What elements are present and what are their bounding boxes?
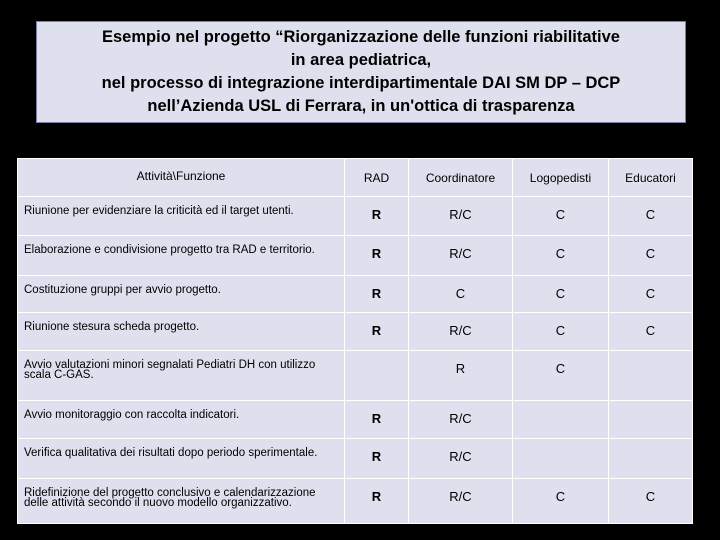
table-row xyxy=(18,276,693,313)
coordinatore-cell: R/C xyxy=(409,479,513,524)
header-educatori: Educatori xyxy=(609,159,693,197)
table-row xyxy=(18,197,693,236)
activity-cell: Costituzione gruppi per avvio progetto. xyxy=(18,276,345,313)
slide-title-box xyxy=(36,21,686,123)
rad-cell: R xyxy=(345,276,409,313)
table-row xyxy=(18,236,693,276)
title-line-3: nel processo di integrazione interdipartimentale DAI SM DP – DCP xyxy=(101,74,621,92)
table-row xyxy=(18,439,693,479)
logopedisti-cell: C xyxy=(513,236,609,276)
table-header-row xyxy=(18,159,693,197)
table-row xyxy=(18,479,693,524)
activity-cell: Avvio valutazioni minori segnalati Pediatri DH con utilizzo scala C-GAS. xyxy=(18,351,345,401)
title-line-2: in area pediatrica, xyxy=(290,51,432,69)
logopedisti-cell xyxy=(513,439,609,479)
logopedisti-cell: C xyxy=(513,313,609,351)
educatori-cell: C xyxy=(609,479,693,524)
rad-cell: R xyxy=(345,439,409,479)
activity-cell: Verifica qualitativa dei risultati dopo periodo sperimentale. xyxy=(18,439,345,479)
logopedisti-cell xyxy=(513,401,609,439)
activity-cell: Avvio monitoraggio con raccolta indicatori. xyxy=(18,401,345,439)
rad-cell xyxy=(345,351,409,401)
header-activity: Attività\Funzione xyxy=(18,159,345,197)
table-row xyxy=(18,351,693,401)
table-row xyxy=(18,401,693,439)
rad-cell: R xyxy=(345,236,409,276)
activity-cell: Ridefinizione del progetto conclusivo e calendarizzazione delle attività secondo il nuovo modello organizzativo. xyxy=(18,479,345,524)
logopedisti-cell: C xyxy=(513,276,609,313)
coordinatore-cell: R/C xyxy=(409,197,513,236)
coordinatore-cell: R/C xyxy=(409,313,513,351)
educatori-cell: C xyxy=(609,236,693,276)
logopedisti-cell: C xyxy=(513,351,609,401)
table-row xyxy=(18,313,693,351)
responsibility-table xyxy=(17,158,693,524)
title-line-1: Esempio nel progetto “Riorganizzazione delle funzioni riabilitative xyxy=(102,28,620,46)
coordinatore-cell: R/C xyxy=(409,439,513,479)
educatori-cell xyxy=(609,401,693,439)
rad-cell: R xyxy=(345,479,409,524)
educatori-cell: C xyxy=(609,276,693,313)
coordinatore-cell: C xyxy=(409,276,513,313)
activity-cell: Riunione stesura scheda progetto. xyxy=(18,313,345,351)
title-line-4: nell’Azienda USL di Ferrara, in un'ottica di trasparenza xyxy=(147,97,575,115)
rad-cell: R xyxy=(345,313,409,351)
header-coordinatore: Coordinatore xyxy=(409,159,513,197)
header-logopedisti: Logopedisti xyxy=(513,159,609,197)
coordinatore-cell: R xyxy=(409,351,513,401)
educatori-cell: C xyxy=(609,197,693,236)
rad-cell: R xyxy=(345,401,409,439)
activity-cell: Elaborazione e condivisione progetto tra RAD e territorio. xyxy=(18,236,345,276)
educatori-cell xyxy=(609,351,693,401)
educatori-cell: C xyxy=(609,313,693,351)
header-rad: RAD xyxy=(345,159,409,197)
coordinatore-cell: R/C xyxy=(409,401,513,439)
logopedisti-cell: C xyxy=(513,479,609,524)
activity-cell: Riunione per evidenziare la criticità ed il target utenti. xyxy=(18,197,345,236)
logopedisti-cell: C xyxy=(513,197,609,236)
rad-cell: R xyxy=(345,197,409,236)
educatori-cell xyxy=(609,439,693,479)
coordinatore-cell: R/C xyxy=(409,236,513,276)
